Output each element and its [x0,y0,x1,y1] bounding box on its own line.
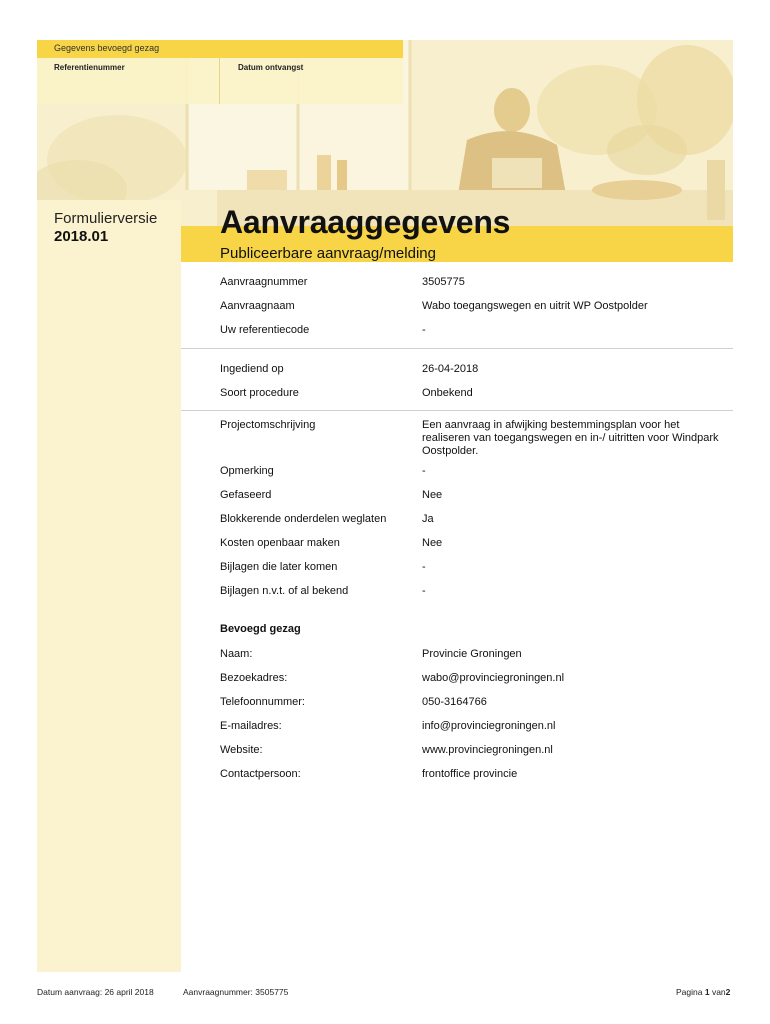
field-label: Aanvraagnaam [220,300,295,312]
authority-heading: Bevoegd gezag [220,623,301,635]
field-label: Gefaseerd [220,489,272,501]
field-value: Nee [422,537,443,549]
authority-value: 050-3164766 [422,696,487,708]
field-value: - [422,561,426,573]
divider [181,348,733,349]
field-value: Onbekend [422,387,473,399]
authority-value: Provincie Groningen [422,648,522,660]
field-label: Soort procedure [220,387,299,399]
footer-application-number: Aanvraagnummer: 3505775 [183,987,289,997]
field-label: Ingediend op [220,363,284,375]
authority-value: frontoffice provincie [422,768,518,780]
field-value: - [422,465,426,477]
divider [181,410,733,411]
authority-label: Bezoekadres: [220,672,288,684]
field-value: - [422,585,426,597]
page-prefix: Pagina [676,987,703,997]
reference-divider [219,58,220,104]
form-version-value: 2018.01 [54,228,109,245]
authority-label: Contactpersoon: [220,768,301,780]
page-subtitle: Publiceerbare aanvraag/melding [220,245,436,262]
authority-value: wabo@provinciegroningen.nl [422,672,565,684]
field-label: Bijlagen die later komen [220,561,338,573]
authority-label: Telefoonnummer: [220,696,305,708]
authority-value: www.provinciegroningen.nl [422,744,553,756]
field-value: 26-04-2018 [422,363,479,375]
field-value: 3505775 [422,276,465,288]
page-indicator [676,987,730,997]
field-label: Opmerking [220,465,274,477]
page-current: 1 [704,987,710,997]
reference-label: Referentienummer [54,63,125,72]
field-value: - [422,324,426,336]
footer-date: Datum aanvraag: 26 april 2018 [37,987,154,997]
authority-label: E-mailadres: [220,720,282,732]
field-label: Aanvraagnummer [220,276,308,288]
field-label: Blokkerende onderdelen weglaten [220,513,387,525]
field-label: Bijlagen n.v.t. of al bekend [220,585,349,597]
form-version-label: Formulierversie [54,210,158,227]
page-total: 2 [725,987,731,997]
field-value: Wabo toegangswegen en uitrit WP Oostpolder [422,300,648,312]
received-date-label: Datum ontvangst [238,63,304,72]
field-label: Kosten openbaar maken [220,537,340,549]
field-label: Projectomschrijving [220,419,316,431]
authority-label: Website: [220,744,263,756]
project-description: Een aanvraag in afwijking bestemmingsplan voor het realiseren van toegangswegen en in-/ uitritten voor Windpark Oostpolder. [422,419,719,457]
page-title: Aanvraaggegevens [220,204,511,240]
field-value: Nee [422,489,443,501]
field-label: Uw referentiecode [220,324,310,336]
sidebar [37,200,181,972]
field-value: Ja [422,513,434,525]
authority-bar-label: Gegevens bevoegd gezag [54,43,160,53]
authority-label: Naam: [220,648,253,660]
page-sep: van [711,987,726,997]
authority-value: info@provinciegroningen.nl [422,720,556,732]
